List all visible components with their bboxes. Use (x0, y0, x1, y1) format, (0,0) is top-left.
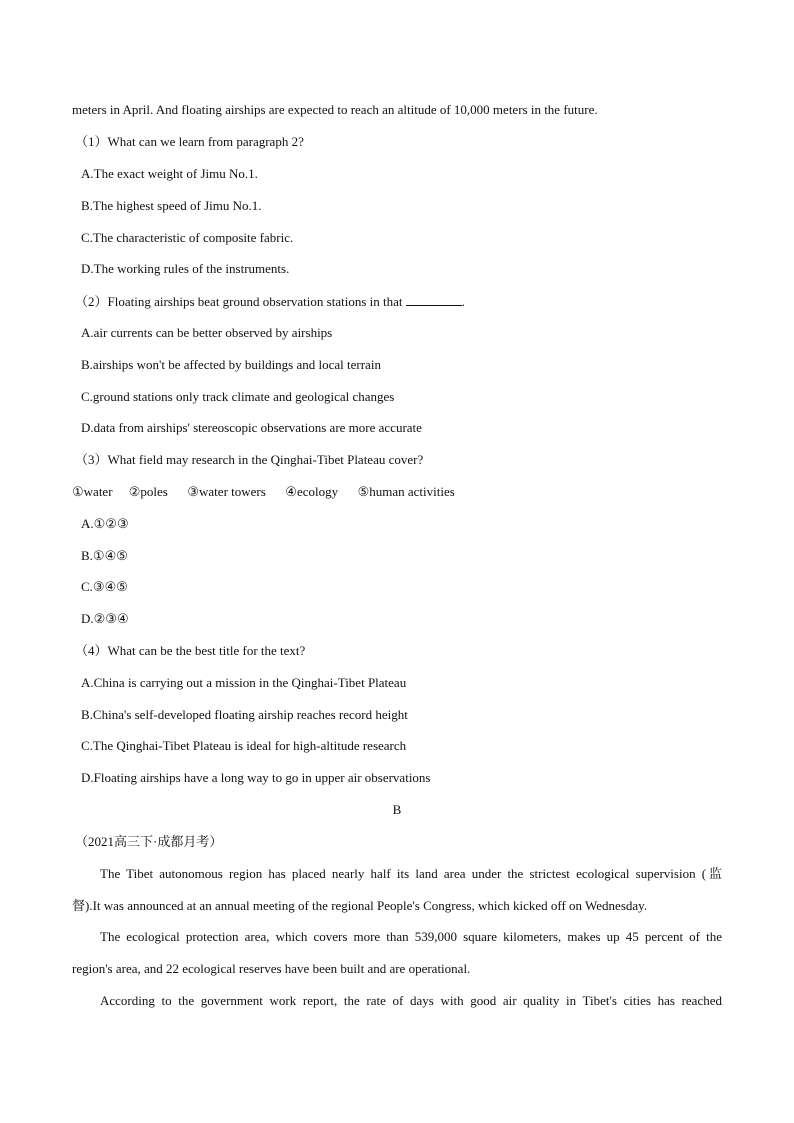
question-4-option-a: A.China is carrying out a mission in the Qinghai-Tibet Plateau (81, 675, 407, 690)
source-tag: （2021高三下·成都月考） (75, 834, 223, 849)
question-3-option-d: D.②③④ (81, 611, 129, 626)
intro-tail: meters in April. And floating airships are expected to reach an altitude of 10,000 meters in the future. (72, 102, 598, 117)
question-3-stem: （3）What field may research in the Qinghai-Tibet Plateau cover? (75, 452, 424, 467)
passage-line-4: region's area, and 22 ecological reserves have been built and are operational. (72, 961, 471, 976)
question-2-option-d: D.data from airships' stereoscopic observations are more accurate (81, 420, 422, 435)
question-1-option-c: C.The characteristic of composite fabric. (81, 230, 294, 245)
passage-line-3: The ecological protection area, which covers more than 539,000 square kilometers, makes up 45 percent of the (100, 929, 722, 944)
passage-line-1: The Tibet autonomous region has placed nearly half its land area under the strictest ecological supervision (监 (100, 866, 722, 881)
question-4-option-c: C.The Qinghai-Tibet Plateau is ideal for high-altitude research (81, 738, 407, 753)
answer-blank (406, 293, 462, 306)
question-4-option-b: B.China's self-developed floating airship reaches record height (81, 707, 408, 722)
question-1-option-b: B.The highest speed of Jimu No.1. (81, 198, 262, 213)
section-label: B (392, 802, 402, 817)
question-2-option-c: C.ground stations only track climate and geological changes (81, 389, 395, 404)
question-2-option-a: A.air currents can be better observed by airships (81, 325, 333, 340)
question-4-stem: （4）What can be the best title for the text? (75, 643, 306, 658)
question-2-option-b: B.airships won't be affected by buildings and local terrain (81, 357, 381, 372)
passage-line-5: According to the government work report, the rate of days with good air quality in Tibet's cities has reached (100, 993, 722, 1008)
question-1-option-a: A.The exact weight of Jimu No.1. (81, 166, 258, 181)
question-1-option-d: D.The working rules of the instruments. (81, 261, 290, 276)
question-3-option-c: C.③④⑤ (81, 579, 128, 594)
question-3-option-a: A.①②③ (81, 516, 129, 531)
question-2-stem (75, 293, 465, 310)
question-3-choices: ①water ②poles ③water towers ④ecology ⑤human activities (72, 484, 455, 499)
question-2-stem-end: . (461, 294, 465, 309)
passage-line-2: 督).It was announced at an annual meeting of the regional People's Congress, which kicked off on Wednesday. (72, 898, 648, 913)
question-4-option-d: D.Floating airships have a long way to go in upper air observations (81, 770, 431, 785)
question-3-option-b: B.①④⑤ (81, 548, 128, 563)
question-2-stem-text: （2）Floating airships beat ground observation stations in that (75, 294, 406, 309)
question-1-stem: （1）What can we learn from paragraph 2? (75, 134, 304, 149)
